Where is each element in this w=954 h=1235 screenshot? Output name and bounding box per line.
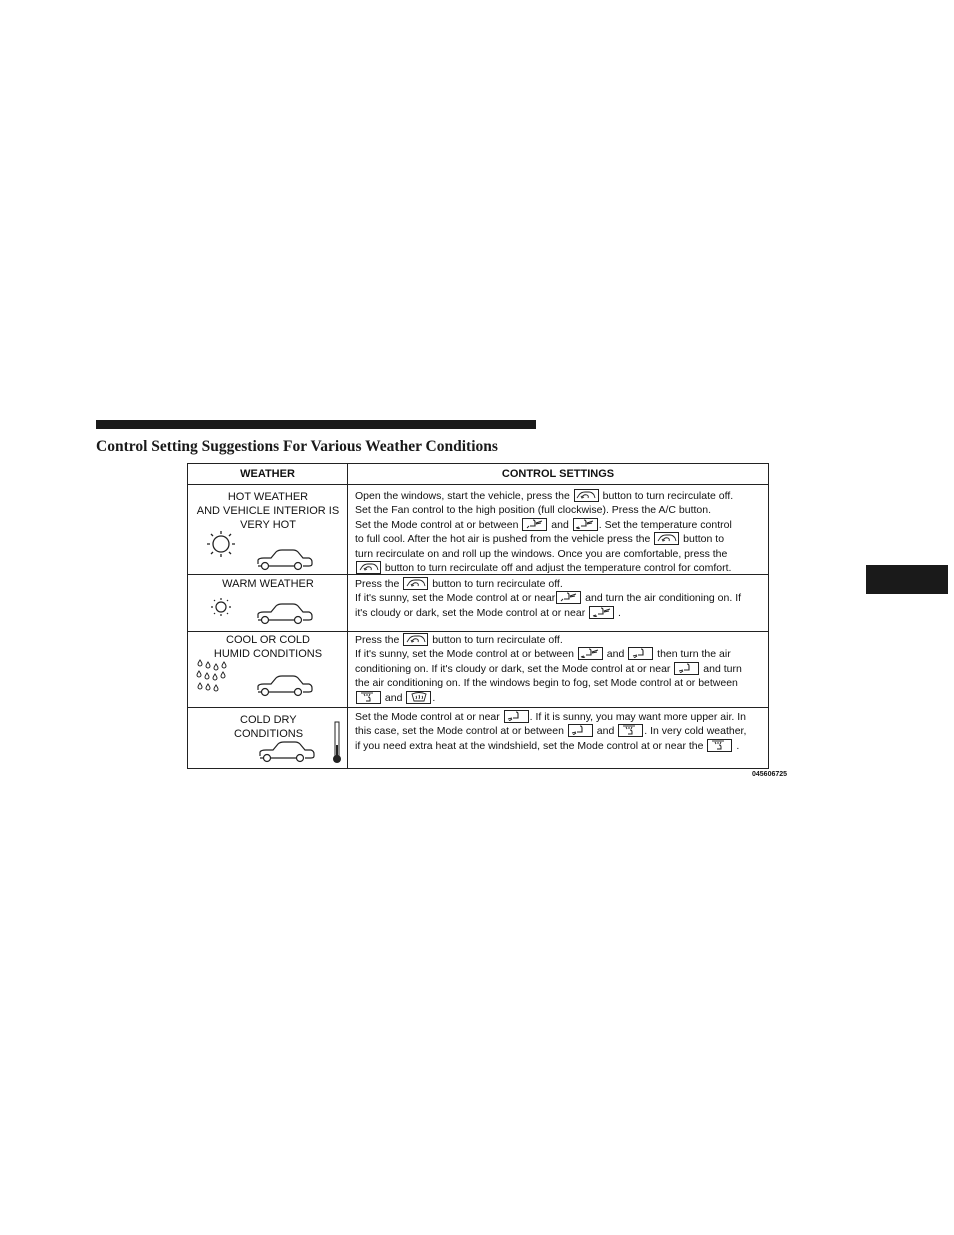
settings-cell: Press the button to turn recirculate off. If it's sunny, set the Mode control at or between and then turn the air conditioning on. If it's cloudy or dark, set the Mode control at or near and turn the air conditioning on. If the windows begin to fog, set Mode control at or between and . xyxy=(355,634,742,704)
header-control-settings: CONTROL SETTINGS xyxy=(348,464,768,485)
settings-cell: Open the windows, start the vehicle, press the button to turn recirculate off. Set the Fan control to the high position (full clockwise). Press the A/C button. Set the Mode control at or between and . Set the temperature control to full cool. After the hot air is pushed from the vehicle press the button to turn recirculate on and roll up the windows. Once you are comfortable, press the button to turn recirculate off and adjust the temperature control for comfort. xyxy=(355,490,734,575)
floor-mode-icon xyxy=(568,724,593,737)
car-icon xyxy=(254,603,314,625)
car-icon xyxy=(254,675,314,697)
car-icon xyxy=(254,549,314,571)
mix-mode-icon xyxy=(356,691,381,704)
recirculation-icon xyxy=(403,633,428,646)
panel-mode-icon xyxy=(522,518,547,531)
floor-mode-icon xyxy=(674,662,699,675)
recirculation-icon xyxy=(356,561,381,574)
floor-mode-icon xyxy=(628,647,653,660)
weather-label: WARM WEATHER xyxy=(222,578,314,590)
weather-cell xyxy=(188,575,348,631)
weather-label: HOT WEATHER AND VEHICLE INTERIOR IS VERY HOT xyxy=(196,491,340,531)
raindrops-icon xyxy=(196,658,232,696)
table-row-hot-weather xyxy=(188,485,768,575)
car-icon xyxy=(256,741,316,763)
settings-cell: Press the button to turn recirculate off. If it's sunny, set the Mode control at or near and turn the air conditioning on. If it's cloudy or dark, set the Mode control at or near . xyxy=(355,578,742,619)
sun-small-icon xyxy=(208,595,234,619)
panel-mode-icon xyxy=(556,591,581,604)
header-weather: WEATHER xyxy=(188,464,348,485)
section-title: Control Setting Suggestions For Various Weather Conditions xyxy=(96,438,498,455)
bilevel-mode-icon xyxy=(573,518,598,531)
recirculation-icon xyxy=(654,532,679,545)
bilevel-mode-icon xyxy=(589,606,614,619)
recirculation-icon xyxy=(403,577,428,590)
table-row-cold-dry xyxy=(188,708,768,768)
chapter-tab xyxy=(866,565,948,594)
floor-mode-icon xyxy=(504,710,529,723)
section-rule xyxy=(96,420,536,429)
weather-cell xyxy=(188,708,348,768)
settings-cell: Set the Mode control at or near . If it is sunny, you may want more upper air. In this case, set the Mode control at or between and . In very cold weather, if you need extra heat at the windshield, set the Mode control at or near the . xyxy=(355,711,747,752)
table-row-warm-weather xyxy=(188,575,768,632)
recirculation-icon xyxy=(574,489,599,502)
mix-mode-icon xyxy=(707,739,732,752)
defrost-mode-icon xyxy=(406,691,431,704)
sun-icon xyxy=(203,528,239,560)
table-row-cool-humid xyxy=(188,632,768,708)
mix-mode-icon xyxy=(618,724,643,737)
settings-table xyxy=(187,463,769,769)
weather-cell xyxy=(188,632,348,707)
bilevel-mode-icon xyxy=(578,647,603,660)
thermometer-icon xyxy=(331,721,343,765)
figure-code: 045606725 xyxy=(752,771,788,778)
weather-cell xyxy=(188,485,348,574)
weather-label: COOL OR COLD HUMID CONDITIONS xyxy=(213,634,323,660)
weather-label: COLD DRY CONDITIONS xyxy=(234,714,304,740)
